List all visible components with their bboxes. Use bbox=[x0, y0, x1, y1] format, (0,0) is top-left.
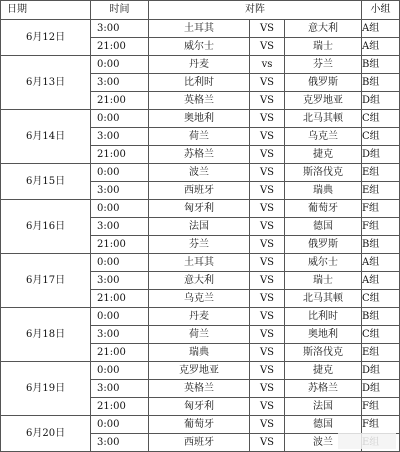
match-time: 3:00 bbox=[91, 74, 149, 92]
group-label: E组 bbox=[362, 182, 400, 200]
vs-label: VS bbox=[250, 146, 285, 164]
match-time: 0:00 bbox=[91, 254, 149, 272]
away-team: 乌克兰 bbox=[285, 128, 362, 146]
match-date: 6月17日 bbox=[1, 254, 91, 308]
away-team: 克罗地亚 bbox=[285, 92, 362, 110]
match-time: 3:00 bbox=[91, 272, 149, 290]
group-label: A组 bbox=[362, 254, 400, 272]
match-time: 0:00 bbox=[91, 416, 149, 434]
match-time: 21:00 bbox=[91, 344, 149, 362]
vs-label: VS bbox=[250, 92, 285, 110]
away-team: 意大利 bbox=[285, 20, 362, 38]
away-team: 瑞士 bbox=[285, 272, 362, 290]
away-team: 北马其顿 bbox=[285, 290, 362, 308]
away-team: 德国 bbox=[285, 218, 362, 236]
away-team: 斯洛伐克 bbox=[285, 164, 362, 182]
match-time: 3:00 bbox=[91, 182, 149, 200]
vs-label: VS bbox=[250, 254, 285, 272]
vs-label: VS bbox=[250, 218, 285, 236]
match-row bbox=[1, 20, 400, 38]
home-team: 克罗地亚 bbox=[149, 362, 250, 380]
home-team: 意大利 bbox=[149, 272, 250, 290]
home-team: 波兰 bbox=[149, 164, 250, 182]
vs-label: VS bbox=[250, 416, 285, 434]
match-time: 21:00 bbox=[91, 92, 149, 110]
vs-label: VS bbox=[250, 434, 285, 452]
home-team: 葡萄牙 bbox=[149, 416, 250, 434]
away-team: 芬兰 bbox=[285, 56, 362, 74]
match-row bbox=[1, 254, 400, 272]
home-team: 法国 bbox=[149, 218, 250, 236]
away-team: 瑞典 bbox=[285, 182, 362, 200]
home-team: 荷兰 bbox=[149, 326, 250, 344]
watermark-logo bbox=[338, 433, 396, 449]
vs-label: VS bbox=[250, 380, 285, 398]
home-team: 丹麦 bbox=[149, 56, 250, 74]
vs-label: VS bbox=[250, 344, 285, 362]
away-team: 北马其顿 bbox=[285, 110, 362, 128]
vs-label: VS bbox=[250, 326, 285, 344]
match-time: 3:00 bbox=[91, 326, 149, 344]
match-row bbox=[1, 56, 400, 74]
match-date: 6月15日 bbox=[1, 164, 91, 200]
away-team: 葡萄牙 bbox=[285, 200, 362, 218]
match-row bbox=[1, 200, 400, 218]
match-time: 3:00 bbox=[91, 434, 149, 452]
home-team: 苏格兰 bbox=[149, 146, 250, 164]
vs-label: VS bbox=[250, 236, 285, 254]
group-label: D组 bbox=[362, 380, 400, 398]
vs-label: VS bbox=[250, 128, 285, 146]
match-time: 0:00 bbox=[91, 56, 149, 74]
match-time: 21:00 bbox=[91, 398, 149, 416]
group-label: C组 bbox=[362, 128, 400, 146]
home-team: 土耳其 bbox=[149, 254, 250, 272]
match-time: 3:00 bbox=[91, 218, 149, 236]
match-time: 21:00 bbox=[91, 290, 149, 308]
match-date: 6月12日 bbox=[1, 20, 91, 56]
group-label: E组 bbox=[362, 344, 400, 362]
away-team: 德国 bbox=[285, 416, 362, 434]
group-label: F组 bbox=[362, 200, 400, 218]
match-row bbox=[1, 164, 400, 182]
header-group: 小组 bbox=[362, 1, 400, 20]
match-time: 0:00 bbox=[91, 308, 149, 326]
away-team: 俄罗斯 bbox=[285, 74, 362, 92]
away-team: 奥地利 bbox=[285, 326, 362, 344]
group-label: F组 bbox=[362, 398, 400, 416]
vs-label: VS bbox=[250, 74, 285, 92]
home-team: 瑞典 bbox=[149, 344, 250, 362]
match-time: 0:00 bbox=[91, 362, 149, 380]
home-team: 匈牙利 bbox=[149, 398, 250, 416]
match-time: 21:00 bbox=[91, 146, 149, 164]
vs-label: VS bbox=[250, 290, 285, 308]
vs-label: VS bbox=[250, 272, 285, 290]
group-label: C组 bbox=[362, 110, 400, 128]
vs-label: VS bbox=[250, 200, 285, 218]
away-team: 法国 bbox=[285, 398, 362, 416]
header-date: 日期 bbox=[1, 1, 91, 20]
header-matchup: 对阵 bbox=[149, 1, 362, 20]
match-time: 21:00 bbox=[91, 38, 149, 56]
vs-label: VS bbox=[250, 38, 285, 56]
schedule-body bbox=[1, 20, 400, 452]
away-team: 威尔士 bbox=[285, 254, 362, 272]
match-time: 3:00 bbox=[91, 128, 149, 146]
group-label: B组 bbox=[362, 74, 400, 92]
group-label: E组 bbox=[362, 164, 400, 182]
home-team: 奥地利 bbox=[149, 110, 250, 128]
match-date: 6月13日 bbox=[1, 56, 91, 110]
home-team: 丹麦 bbox=[149, 308, 250, 326]
vs-label: VS bbox=[250, 308, 285, 326]
home-team: 乌克兰 bbox=[149, 290, 250, 308]
group-label: B组 bbox=[362, 236, 400, 254]
group-label: A组 bbox=[362, 38, 400, 56]
match-time: 0:00 bbox=[91, 164, 149, 182]
vs-label: VS bbox=[250, 20, 285, 38]
match-time: 3:00 bbox=[91, 380, 149, 398]
home-team: 土耳其 bbox=[149, 20, 250, 38]
group-label: D组 bbox=[362, 146, 400, 164]
home-team: 匈牙利 bbox=[149, 200, 250, 218]
home-team: 荷兰 bbox=[149, 128, 250, 146]
group-label: B组 bbox=[362, 308, 400, 326]
match-row bbox=[1, 110, 400, 128]
away-team: 俄罗斯 bbox=[285, 236, 362, 254]
group-label: A组 bbox=[362, 272, 400, 290]
match-date: 6月16日 bbox=[1, 200, 91, 254]
home-team: 威尔士 bbox=[149, 38, 250, 56]
group-label: A组 bbox=[362, 20, 400, 38]
home-team: 西班牙 bbox=[149, 434, 250, 452]
match-time: 0:00 bbox=[91, 200, 149, 218]
match-time: 0:00 bbox=[91, 110, 149, 128]
group-label: F组 bbox=[362, 218, 400, 236]
home-team: 比利时 bbox=[149, 74, 250, 92]
group-label: C组 bbox=[362, 326, 400, 344]
vs-label: vs bbox=[250, 56, 285, 74]
away-team: 波兰 bbox=[285, 434, 362, 452]
match-date: 6月18日 bbox=[1, 308, 91, 362]
vs-label: VS bbox=[250, 110, 285, 128]
match-row bbox=[1, 362, 400, 380]
match-time: 21:00 bbox=[91, 236, 149, 254]
match-row bbox=[1, 308, 400, 326]
group-label: D组 bbox=[362, 92, 400, 110]
match-date: 6月14日 bbox=[1, 110, 91, 164]
vs-label: VS bbox=[250, 164, 285, 182]
away-team: 捷克 bbox=[285, 146, 362, 164]
header-row bbox=[1, 1, 400, 20]
match-row bbox=[1, 416, 400, 434]
group-label: C组 bbox=[362, 290, 400, 308]
home-team: 芬兰 bbox=[149, 236, 250, 254]
match-date: 6月20日 bbox=[1, 416, 91, 452]
home-team: 西班牙 bbox=[149, 182, 250, 200]
match-date: 6月19日 bbox=[1, 362, 91, 416]
away-team: 捷克 bbox=[285, 362, 362, 380]
group-label: D组 bbox=[362, 362, 400, 380]
home-team: 英格兰 bbox=[149, 92, 250, 110]
vs-label: VS bbox=[250, 398, 285, 416]
away-team: 瑞士 bbox=[285, 38, 362, 56]
group-label: F组 bbox=[362, 416, 400, 434]
away-team: 苏格兰 bbox=[285, 380, 362, 398]
away-team: 比利时 bbox=[285, 308, 362, 326]
home-team: 英格兰 bbox=[149, 380, 250, 398]
header-time: 时间 bbox=[91, 1, 149, 20]
vs-label: VS bbox=[250, 362, 285, 380]
vs-label: VS bbox=[250, 182, 285, 200]
match-time: 3:00 bbox=[91, 20, 149, 38]
group-label: B组 bbox=[362, 56, 400, 74]
away-team: 斯洛伐克 bbox=[285, 344, 362, 362]
